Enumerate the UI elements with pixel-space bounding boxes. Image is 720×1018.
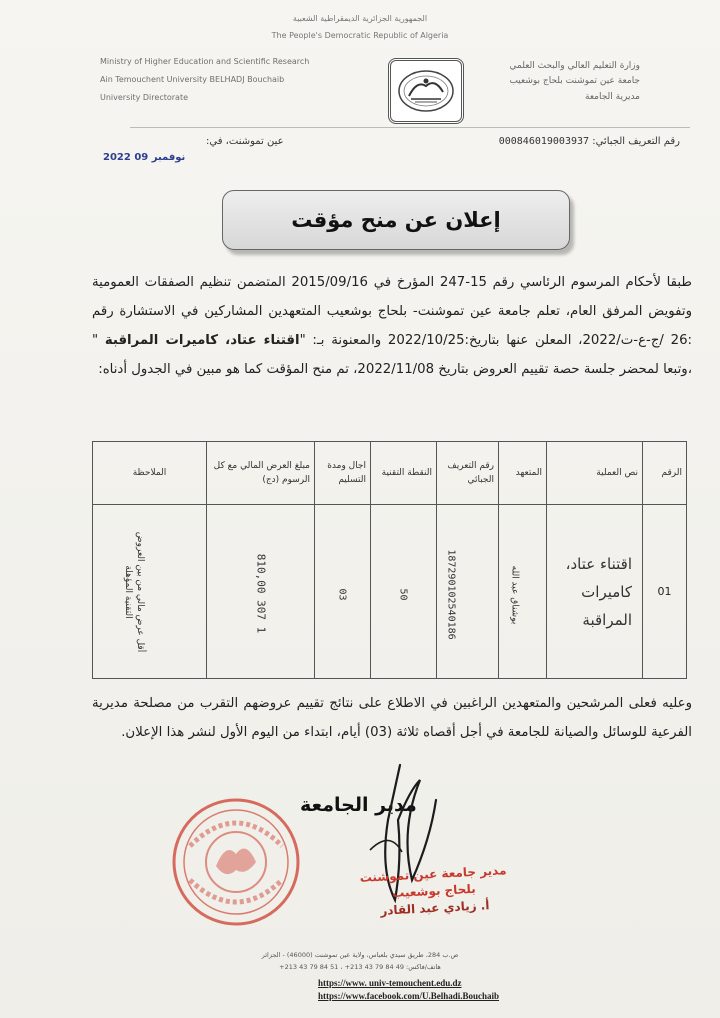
tax-id-line <box>499 136 680 147</box>
footer-phones: هاتف/فاكس: 49 84 79 43 213+ ، 51 84 79 43 213+ <box>279 963 441 971</box>
header-num: الرقم <box>643 442 687 505</box>
republic-english: The People's Democratic Republic of Algeria <box>271 31 449 40</box>
date-stamp: 2022 نوفمبر 09 <box>103 152 186 163</box>
intro-part-1: طبقا لأحكام المرسوم الرئاسي رقم 15-247 المؤرخ في 2015/09/16 المتضمن تنظيم الصفقات العمومية وتفويض المرفق العام، تعلم جامعة عين تموشنت- بلحاج بوشعيب المتعهدين المشاركين في الاستشارة رقم :26 /ج-ع-ت/2022، المعلن عنها بتاريخ:2022/10/25 والمعنونة بـ: " <box>92 275 693 348</box>
footer-facebook-link[interactable]: https://www.facebook.com/U.Belhadi.Bouchaib <box>318 991 500 1001</box>
announcement-title: إعلان عن منح مؤقت <box>222 190 570 250</box>
name-stamp <box>333 861 535 922</box>
header-left-line-3: University Directorate <box>100 93 188 102</box>
header-divider <box>130 127 690 128</box>
table-header-row <box>93 442 687 505</box>
header-tax-id: رقم التعريف الجبائي <box>437 442 499 505</box>
tax-id-number: 000846019003937 <box>498 136 590 147</box>
tax-id-label: رقم التعريف الجبائي: <box>592 136 680 147</box>
header-left-line-1: Ministry of Higher Education and Scientific Research <box>100 57 310 66</box>
republic-arabic: الجمهورية الجزائرية الديمقراطية الشعبية <box>292 14 428 23</box>
cell-remarks-wrap <box>93 505 207 679</box>
intro-paragraph <box>92 268 692 384</box>
header-technical-score: النقطة التقنية <box>371 442 437 505</box>
header-delay: اجال ومدة التسليم <box>315 442 371 505</box>
cell-num: 01 <box>643 505 687 679</box>
header-right-line-3: مديرية الجامعة <box>585 92 640 102</box>
header-remarks: الملاحظة <box>93 442 207 505</box>
header-right-line-2: جامعة عين تموشنت بلحاج بوشعيب <box>509 76 640 86</box>
cell-delay: 03 <box>336 588 348 601</box>
cell-tax-id: 187290102540186 <box>445 549 457 640</box>
cell-operation: اقتناء عتاد، كاميرات المراقبة <box>547 505 643 679</box>
cell-bidder: بوشناق عبد الله <box>509 565 520 625</box>
closing-paragraph: وعليه فعلى المرشحين والمتعهدين الراغبين في الاطلاع على نتائج تقييم عروضهم التقرب من مصلحة مديرية الفرعية للوسائل والصيانة للجامعة في أجل أقصاه ثلاثة (03) أيام، ابتداء من اليوم الأول لنشر هذا الإعلان. <box>92 696 692 740</box>
header-right-line-1: وزارة التعليم العالي والبحث العلمي <box>509 61 640 71</box>
cell-amount: 1 307 810,00 <box>254 553 267 634</box>
university-emblem-icon <box>397 68 455 114</box>
operation-title-bold: اقتناء عتاد، كاميرات المراقبة <box>104 333 300 348</box>
stamp-line-2: بلحاج بوشعيب <box>391 881 477 901</box>
cell-technical-score: 50 <box>397 588 409 601</box>
cell-bidder-wrap <box>499 505 547 679</box>
cell-remarks: أقل عرض مالي من بين العروض التقنية المؤهلة <box>123 531 145 652</box>
footer-website-link[interactable]: https://www. univ-temouchent.edu.dz <box>318 978 462 988</box>
stamp-line-1: مدير جامعة عين تموشنت <box>359 863 507 885</box>
university-logo <box>388 58 464 124</box>
header-amount: مبلغ العرض المالي مع كل الرسوم (دج) <box>207 442 315 505</box>
header-operation: نص العملية <box>547 442 643 505</box>
header-bidder: المتعهد <box>499 442 547 505</box>
footer-address: ص.ب 284، طريق سيدي بلعباس، ولاية عين تموشنت (46000) - الجزائر <box>261 951 459 959</box>
director-title: مدير الجامعة <box>300 794 417 816</box>
cell-amount-wrap <box>207 505 315 679</box>
cell-delay-wrap <box>315 505 371 679</box>
header-left-line-2: Ain Temouchent University BELHADJ Bouchaib <box>100 75 285 84</box>
stamp-line-3: أ. زيادي عبد القادر <box>379 898 490 918</box>
award-table <box>92 441 687 679</box>
official-seal-icon <box>170 796 302 928</box>
place-date-label: عين تموشنت، في: <box>206 136 284 147</box>
table-row <box>93 505 687 679</box>
intro-part-2: " ،وتبعا لمحضر جلسة حصة تقييم العروض بتاريخ 2022/11/08، تم منح المؤقت كما هو مبين في الجدول أدناه: <box>92 333 692 377</box>
